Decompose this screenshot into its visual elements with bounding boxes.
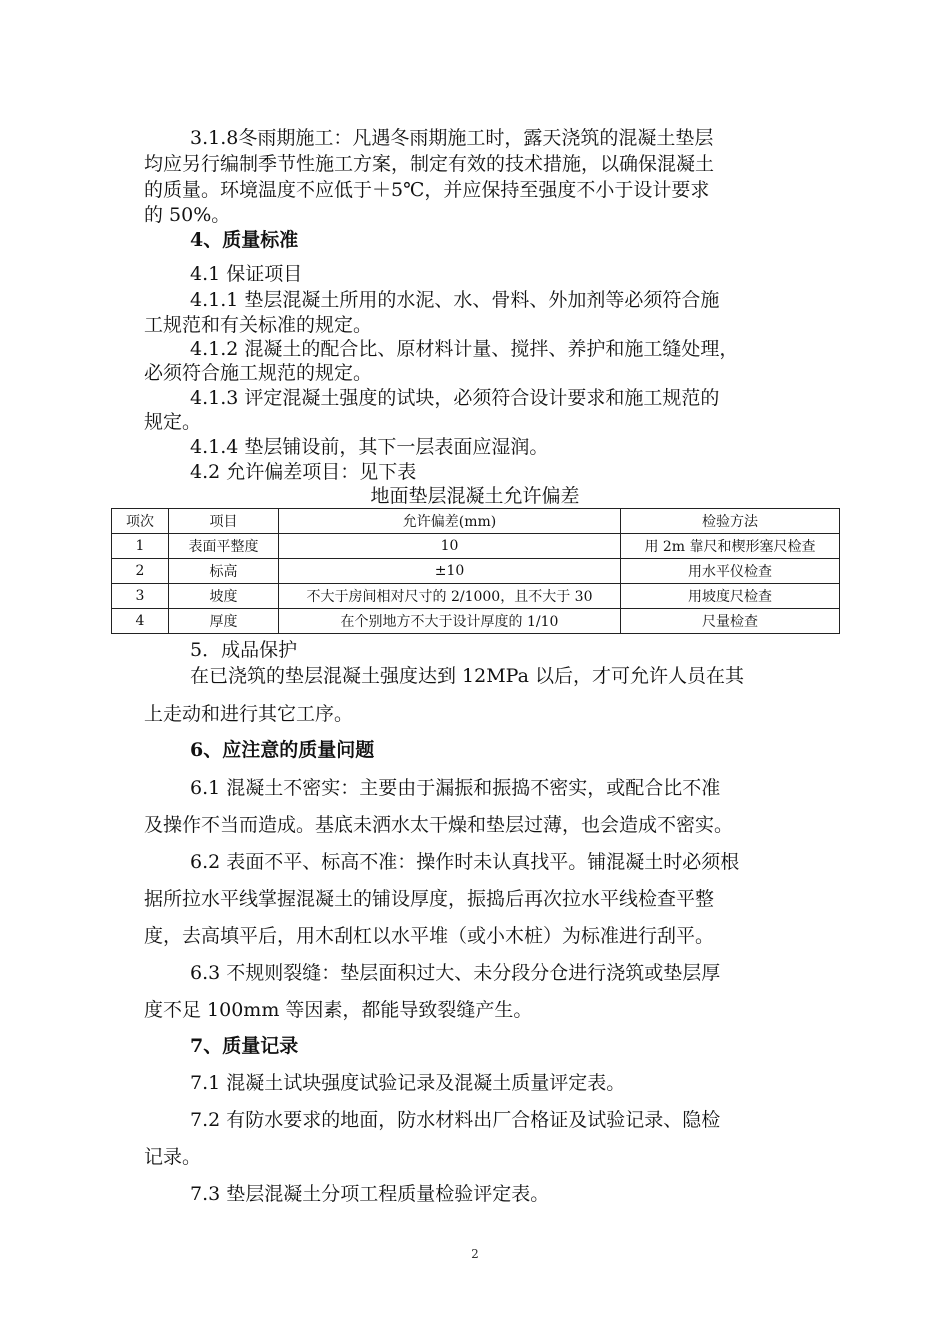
para-line: 据所拉水平线掌握混凝土的铺设厚度，振捣后再次拉水平线检查平整 <box>144 888 715 910</box>
para-line: 6.2 表面不平、标高不准：操作时未认真找平。铺混凝土时必须根 <box>190 851 740 873</box>
table-cell: 尺量检查 <box>621 609 840 634</box>
table-cell: 不大于房间相对尺寸的 2/1000，且不大于 30 <box>279 584 621 609</box>
para-line: 4.1.4 垫层铺设前，其下一层表面应湿润。 <box>190 436 549 458</box>
table-row <box>112 559 840 584</box>
table-row <box>112 534 840 559</box>
table-cell: 2 <box>112 559 169 584</box>
para-line: 均应另行编制季节性施工方案，制定有效的技术措施，以确保混凝土 <box>144 153 715 175</box>
table-header-cell: 检验方法 <box>621 509 840 534</box>
table-cell: 表面平整度 <box>169 534 279 559</box>
para-line: 上走动和进行其它工序。 <box>144 703 354 725</box>
table-cell: 用水平仪检查 <box>621 559 840 584</box>
table-cell: 1 <box>112 534 169 559</box>
para-line: 的质量。环境温度不应低于＋5℃，并应保持至强度不小于设计要求 <box>144 179 710 201</box>
table-row <box>112 609 840 634</box>
para-line: 4.1 保证项目 <box>190 263 303 285</box>
para-line: 度，去高填平后，用木刮杠以水平堆（或小木桩）为标准进行刮平。 <box>144 925 715 947</box>
table-cell: 用坡度尺检查 <box>621 584 840 609</box>
table-row <box>112 584 840 609</box>
para-line: 6.1 混凝土不密实：主要由于漏振和振捣不密实，或配合比不准 <box>190 777 721 799</box>
para-line: 4.1.3 评定混凝土强度的试块，必须符合设计要求和施工规范的 <box>190 387 720 409</box>
para-line: 工规范和有关标准的规定。 <box>144 314 373 336</box>
table-cell: 厚度 <box>169 609 279 634</box>
table-cell: 用 2m 靠尺和楔形塞尺检查 <box>621 534 840 559</box>
table-header-cell: 允许偏差(mm) <box>279 509 621 534</box>
para-line: 必须符合施工规范的规定。 <box>144 362 373 384</box>
table-caption: 地面垫层混凝土允许偏差 <box>370 485 580 507</box>
tolerance-table <box>111 508 840 634</box>
para-line: 7.1 混凝土试块强度试验记录及混凝土质量评定表。 <box>190 1072 626 1094</box>
page-number: 2 <box>471 1247 479 1261</box>
para-line: 及操作不当而造成。基底未洒水太干燥和垫层过薄，也会造成不密实。 <box>144 814 734 836</box>
para-line: 记录。 <box>144 1146 202 1168</box>
table-cell: 坡度 <box>169 584 279 609</box>
table-header-cell: 项目 <box>169 509 279 534</box>
table-cell: 3 <box>112 584 169 609</box>
table-cell: 10 <box>279 534 621 559</box>
table-cell: 在个别地方不大于设计厚度的 1/10 <box>279 609 621 634</box>
para-line: 6.3 不规则裂缝：垫层面积过大、未分段分仓进行浇筑或垫层厚 <box>190 962 721 984</box>
para-line: 4.1.1 垫层混凝土所用的水泥、水、骨料、外加剂等必须符合施 <box>190 289 720 311</box>
para-line: 7.3 垫层混凝土分项工程质量检验评定表。 <box>190 1183 550 1205</box>
section-heading-6: 6、应注意的质量问题 <box>190 739 375 761</box>
para-line: 规定。 <box>144 411 202 433</box>
para-line: 3.1.8冬雨期施工：凡遇冬雨期施工时，露天浇筑的混凝土垫层 <box>190 127 714 149</box>
para-line: 4.2 允许偏差项目：见下表 <box>190 461 417 483</box>
para-line: 4.1.2 混凝土的配合比、原材料计量、搅拌、养护和施工缝处理， <box>190 338 739 360</box>
para-line: 度不足 100mm 等因素，都能导致裂缝产生。 <box>144 999 533 1021</box>
table-header-row <box>112 509 840 534</box>
para-line: 7.2 有防水要求的地面，防水材料出厂合格证及试验记录、隐检 <box>190 1109 721 1131</box>
section-heading-4: 4、质量标准 <box>190 229 299 251</box>
table-cell: 4 <box>112 609 169 634</box>
para-line: 的 50%。 <box>144 204 231 226</box>
table-cell: 标高 <box>169 559 279 584</box>
section-heading-7: 7、质量记录 <box>190 1035 299 1057</box>
table-header-cell: 项次 <box>112 509 169 534</box>
para-line: 在已浇筑的垫层混凝土强度达到 12MPa 以后，才可允许人员在其 <box>190 665 744 687</box>
para-line: 5．成品保护 <box>190 639 298 661</box>
table-cell: ±10 <box>279 559 621 584</box>
